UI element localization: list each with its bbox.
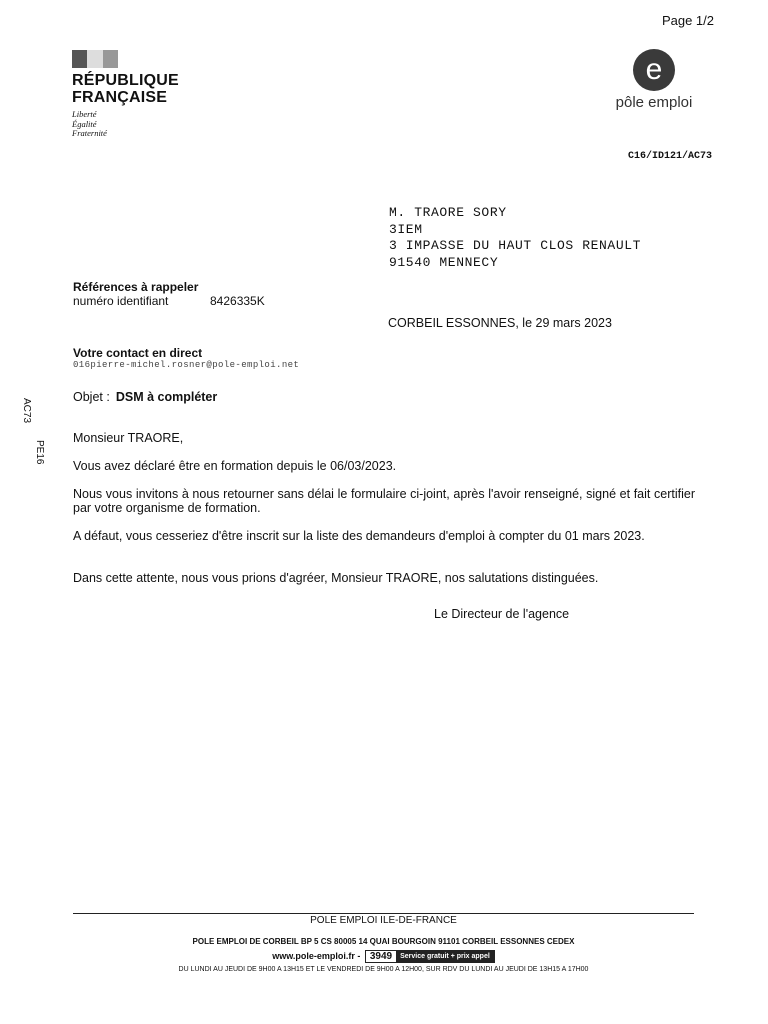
motto-fraternite: Fraternité — [72, 128, 107, 138]
object-label: Objet : — [73, 390, 110, 404]
signature: Le Directeur de l'agence — [434, 607, 570, 621]
object-line — [73, 390, 217, 404]
rf-title-line1: RÉPUBLIQUE — [72, 72, 179, 89]
pole-emploi-e-icon — [632, 48, 676, 92]
salutation: Monsieur TRAORE, — [73, 431, 184, 445]
contact-title: Votre contact en direct — [73, 346, 203, 360]
footer-opening-hours: DU LUNDI AU JEUDI DE 9H00 A 13H15 ET LE VENDREDI DE 9H00 A 12H00, SUR RDV DU LUNDI AU JEUDI DE 13H15 A 17H00 — [178, 966, 589, 973]
side-code-ac73: AC73 — [21, 398, 32, 424]
phone-note: Service gratuit + prix appel — [396, 951, 494, 962]
object-value: DSM à compléter — [115, 390, 218, 404]
footer-website: www.pole-emploi.fr - — [272, 950, 361, 961]
pole-emploi-e-letter: e — [645, 53, 663, 86]
footer-region: POLE EMPLOI ILE-DE-FRANCE — [310, 915, 457, 926]
paragraph-closing: Dans cette attente, nous vous prions d'agréer, Monsieur TRAORE, nos salutations distinguées. — [73, 571, 599, 585]
republique-francaise-logo — [72, 50, 192, 139]
place-and-date: CORBEIL ESSONNES, le 29 mars 2023 — [388, 316, 612, 330]
references-title: Références à rappeler — [73, 280, 199, 294]
pole-emploi-wordmark: pôle emploi — [615, 94, 693, 111]
paragraph-training: Vous avez déclaré être en formation depuis le 06/03/2023. — [73, 459, 397, 473]
paragraph-consequence: A défaut, vous cesseriez d'être inscrit sur la liste des demandeurs d'emploi à compter du 01 mars 2023. — [73, 529, 645, 543]
footer-divider — [73, 913, 694, 914]
phone-number: 3949 — [366, 951, 396, 962]
footer-web-line — [73, 950, 694, 963]
rf-motto — [72, 110, 192, 139]
side-code-pe16: PE16 — [34, 440, 45, 465]
recipient-address — [389, 205, 641, 271]
pole-emploi-logo — [608, 48, 700, 111]
recipient-street: 3 IMPASSE DU HAUT CLOS RENAULT — [389, 238, 642, 253]
motto-egalite: Égalité — [72, 118, 97, 129]
identifier-label: numéro identifiant — [73, 294, 169, 308]
recipient-city: 91540 MENNECY — [389, 254, 499, 270]
recipient-line2: 3IEM — [389, 221, 423, 237]
phone-badge — [365, 950, 495, 963]
rf-title-line2: FRANÇAISE — [72, 89, 168, 106]
motto-liberte: Liberté — [72, 109, 97, 119]
identifier-value: 8426335K — [210, 294, 265, 308]
reference-code: C16/ID121/AC73 — [627, 151, 712, 162]
footer-agency-address: POLE EMPLOI DE CORBEIL BP 5 CS 80005 14 QUAI BOURGOIN 91101 CORBEIL ESSONNES CEDEX — [192, 937, 575, 946]
paragraph-form-request: Nous vous invitons à nous retourner sans délai le formulaire ci-joint, après l'avoir renseigné, signé et fait certifier par votre organisme de formation. — [73, 487, 695, 515]
contact-email: 016pierre-michel.rosner@pole-emploi.net — [73, 360, 300, 370]
recipient-name: M. TRAORE SORY — [389, 205, 507, 220]
marianne-flag-icon — [72, 50, 118, 68]
page-number: Page 1/2 — [661, 13, 714, 28]
